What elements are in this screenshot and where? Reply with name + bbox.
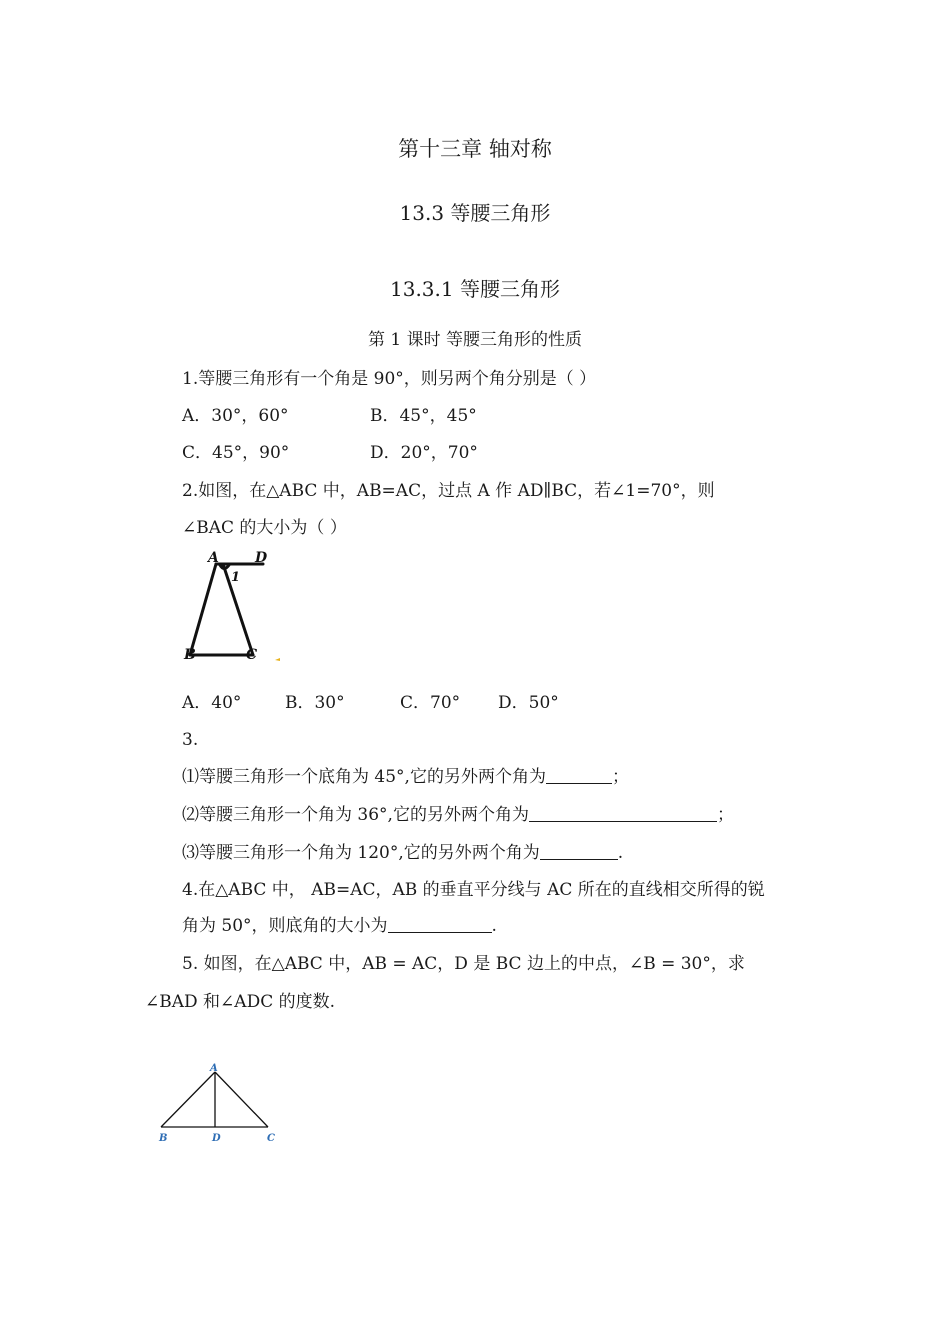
q1-option-a: A．30°，60°	[182, 406, 289, 426]
q2-label-b: B	[184, 647, 196, 663]
q3-part1-text: ⑴等腰三角形一个底角为 45°,它的另外两个角为	[182, 767, 546, 787]
q1-option-d: D．20°，70°	[370, 443, 478, 463]
q5-line1: 5. 如图，在△ABC 中，AB = AC，D 是 BC 边上的中点，∠B = 30°，求	[182, 954, 745, 974]
q2-label-angle-1: 1	[231, 570, 241, 585]
q4-line2-end: .	[491, 916, 497, 936]
q2-triangle-figure	[178, 548, 298, 668]
q3-part3	[182, 842, 623, 864]
q2-option-b: B．30°	[285, 693, 345, 713]
q4-line2-text: 角为 50°，则底角的大小为	[182, 916, 388, 936]
q2-small-mark	[275, 658, 280, 661]
q3-part3-end: .	[617, 843, 624, 863]
q5-label-d: D	[212, 1133, 221, 1144]
q3-part1-end: ；	[611, 767, 629, 787]
q2-label-c: C	[246, 647, 258, 663]
q2-option-a: A．40°	[182, 693, 242, 713]
q1-stem: 1.等腰三角形有一个角是 90°，则另两个角分别是（ ）	[182, 369, 597, 389]
q4-line2	[182, 915, 497, 937]
q3-part1-blank[interactable]	[546, 766, 612, 784]
q4-line1: 4.在△ABC 中， AB=AC，AB 的垂直平分线与 AC 所在的直线相交所得的锐	[182, 880, 765, 900]
q5-triangle-figure	[152, 1060, 292, 1150]
q2-option-c: C．70°	[400, 693, 461, 713]
section-title: 13.3 等腰三角形	[399, 201, 551, 225]
q5-label-a: A	[210, 1063, 218, 1074]
q5-label-b: B	[159, 1133, 168, 1144]
q3-part3-blank[interactable]	[540, 842, 618, 860]
q4-blank[interactable]	[388, 915, 492, 933]
q3-part2-end: ；	[716, 805, 734, 825]
q5-label-c: C	[267, 1133, 275, 1144]
q3-part2-text: ⑵等腰三角形一个角为 36°,它的另外两个角为	[182, 805, 529, 825]
q1-option-c: C．45°，90°	[182, 443, 290, 463]
chapter-title: 第十三章 轴对称	[398, 137, 552, 161]
q3-part2	[182, 804, 734, 826]
q3-part3-text: ⑶等腰三角形一个角为 120°,它的另外两个角为	[182, 843, 540, 863]
q3-part2-blank[interactable]	[529, 804, 717, 822]
q3-number: 3.	[182, 730, 199, 750]
q2-option-d: D．50°	[498, 693, 559, 713]
q3-part1	[182, 766, 629, 788]
q2-label-a: A	[208, 550, 219, 566]
q2-stem-line2: ∠BAC 的大小为（ ）	[182, 518, 347, 538]
q5-line2: ∠BAD 和∠ADC 的度数.	[145, 992, 336, 1012]
q1-option-b: B．45°，45°	[370, 406, 477, 426]
q2-label-d: D	[255, 550, 268, 566]
q2-stem-line1: 2.如图，在△ABC 中，AB=AC，过点 A 作 AD∥BC，若∠1=70°，则	[182, 481, 715, 501]
lesson-title: 第 1 课时 等腰三角形的性质	[367, 330, 583, 350]
subsection-title: 13.3.1 等腰三角形	[390, 277, 560, 301]
